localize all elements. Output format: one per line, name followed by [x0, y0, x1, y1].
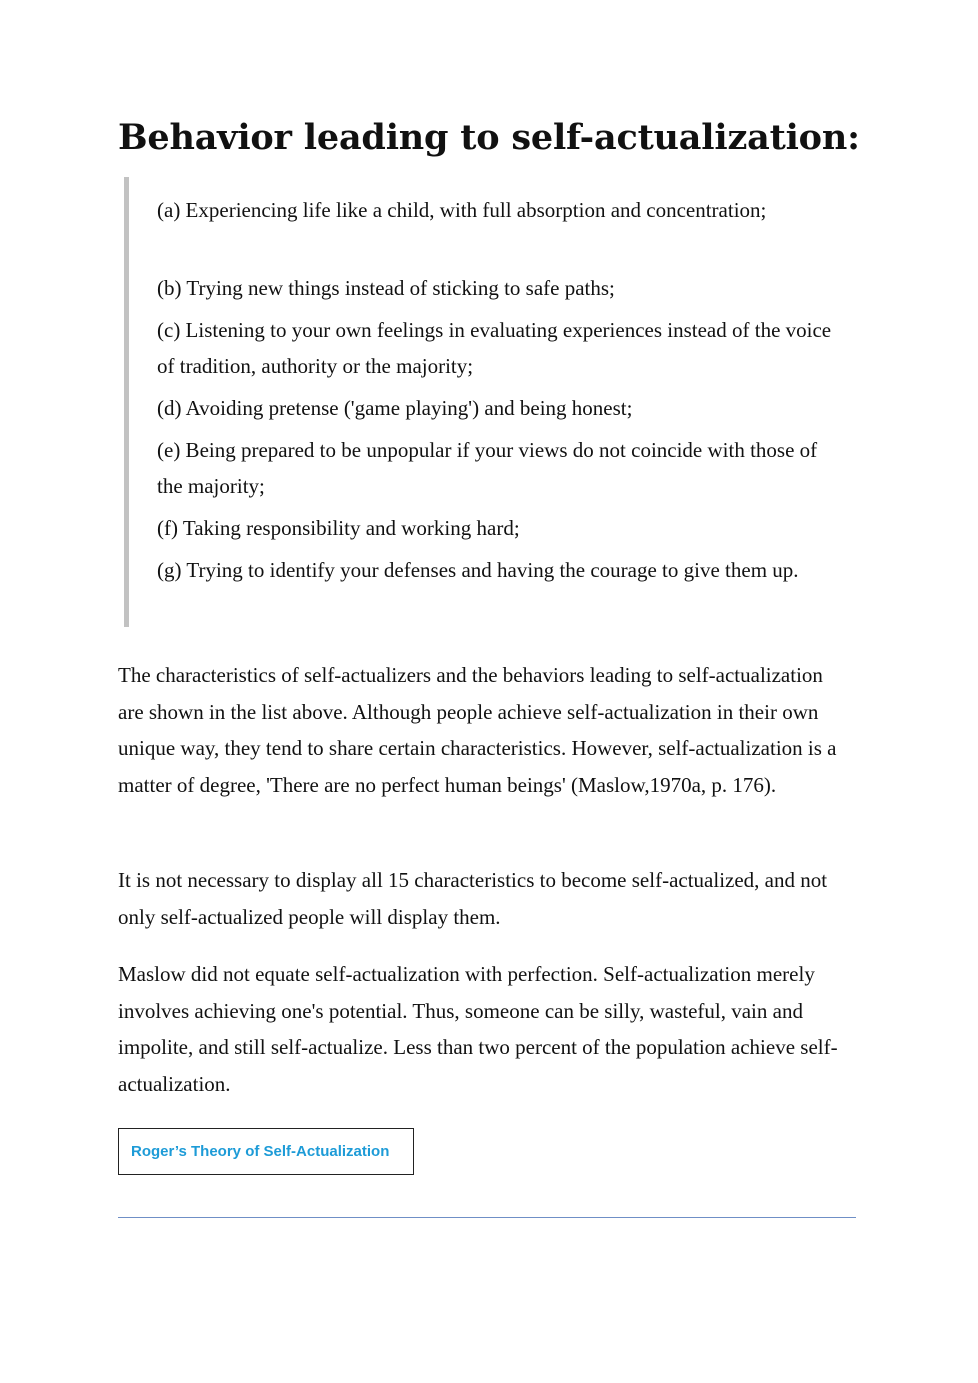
behavior-item-a: (a) Experiencing life like a child, with full absorption and concentration;: [157, 198, 767, 222]
body-paragraph-fifteen-characteristics: It is not necessary to display all 15 characteristics to become self-actualized, and not only self-actualized people will display them.: [118, 868, 828, 929]
behavior-item-c: (c) Listening to your own feelings in evaluating experiences instead of the voice of tradition, authority or the majority;: [157, 318, 832, 378]
behavior-item-e: (e) Being prepared to be unpopular if your views do not coincide with those of the majority;: [157, 438, 818, 498]
behavior-item-b: (b) Trying new things instead of sticking to safe paths;: [157, 276, 615, 300]
page-title: Behavior leading to self-actualization:: [118, 117, 860, 158]
behavior-list-blockquote: [124, 177, 832, 627]
section-divider: [118, 1217, 856, 1218]
rogers-theory-link-button[interactable]: Roger’s Theory of Self-Actualization: [118, 1128, 414, 1175]
behavior-item-g: (g) Trying to identify your defenses and having the courage to give them up.: [157, 558, 799, 582]
behavior-item-f: (f) Taking responsibility and working hard;: [157, 516, 520, 540]
body-paragraph-characteristics: The characteristics of self-actualizers and the behaviors leading to self-actualization are shown in the list above. Although people achieve self-actualization in their own unique way, they tend to share certain characteristics. However, self-actualization is a matter of degree, 'There are no perfect human beings' (Maslow,1970a, p. 176).: [118, 663, 837, 797]
body-paragraph-perfection: Maslow did not equate self-actualization with perfection. Self-actualization merely involves achieving one's potential. Thus, someone can be silly, wasteful, vain and impolite, and still self-actualize. Less than two percent of the population achieve self-actualization.: [118, 962, 838, 1096]
behavior-item-d: (d) Avoiding pretense ('game playing') and being honest;: [157, 396, 633, 420]
